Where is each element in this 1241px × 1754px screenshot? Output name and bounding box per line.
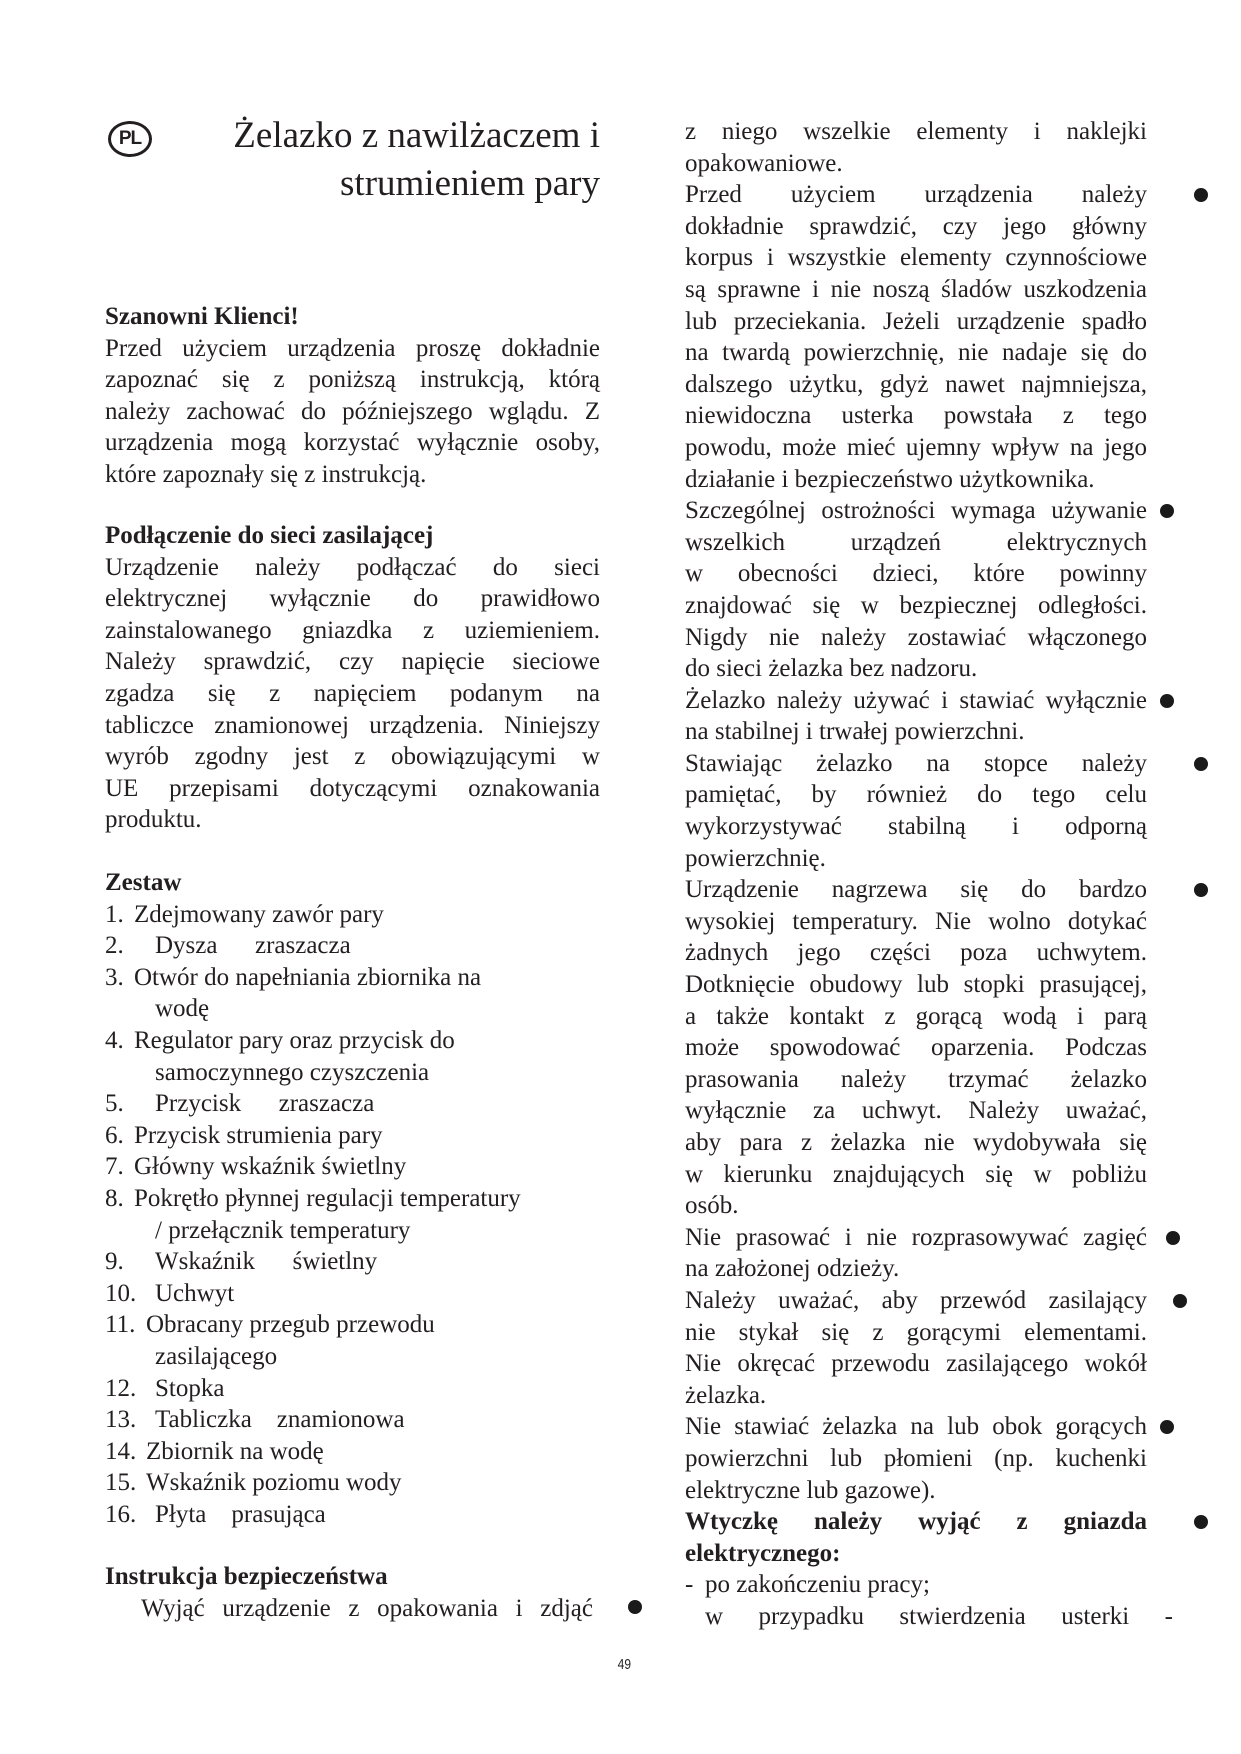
paragraph xyxy=(685,179,1147,495)
text-line: aby para z żelazka nie wydobywała się xyxy=(685,1129,1147,1156)
text-line: tabliczce znamionowej urządzenia. Niniejszy xyxy=(105,711,600,739)
kit-heading: Zestaw xyxy=(105,869,182,896)
text-line: Nie prasować i nie rozprasowywać zagięć xyxy=(685,1223,1147,1251)
list-item-label: Wskaźnik świetlny xyxy=(155,1248,378,1276)
text-line: lub przeciekania. Jeżeli urządzenie spadło xyxy=(685,307,1147,335)
text-line: pamiętać, by również do tego celu xyxy=(685,781,1147,809)
text-line: Żelazko należy używać i stawiać wyłącznie xyxy=(685,686,1147,714)
paragraph xyxy=(685,685,1147,748)
list-item-number: 13. xyxy=(105,1406,137,1434)
list-item xyxy=(105,1151,600,1183)
text-line: Należy sprawdzić, czy napięcie sieciowe xyxy=(105,648,600,676)
text-line: elektrycznej wyłącznie do prawidłowo xyxy=(105,585,600,613)
list-item xyxy=(105,930,600,962)
text-line: Nie okręcać przewodu zasilającego wokół xyxy=(685,1350,1147,1378)
text-line: w obecności dzieci, które powinny xyxy=(685,560,1147,588)
list-item-number: 4. xyxy=(105,1026,124,1054)
text-line: Szczególnej ostrożności wymaga używanie xyxy=(685,497,1147,525)
paragraph xyxy=(685,1222,1147,1285)
text-line: wszelkich urządzeń elektrycznych xyxy=(685,528,1147,556)
bullet-icon xyxy=(1173,1294,1187,1308)
connection-heading: Podłączenie do sieci zasilającej xyxy=(105,522,434,549)
bullet-icon xyxy=(628,1600,642,1614)
safety-section xyxy=(105,1561,600,1624)
text-line: zapoznać się z poniższą instrukcją, którą xyxy=(105,366,600,394)
bullet-icon xyxy=(1194,757,1208,771)
text-line: wyłącznie za uchwyt. Należy uważać, xyxy=(685,1097,1147,1125)
connection-text xyxy=(105,552,600,836)
text-line: znajdować się w bezpiecznej odległości. xyxy=(685,591,1147,619)
list-item-label: Dysza zraszacza xyxy=(155,932,351,960)
list-item-label: Stopka xyxy=(155,1374,225,1402)
text-line: produktu. xyxy=(105,806,202,834)
list-item-label: Uchwyt xyxy=(155,1279,235,1307)
list-item-number: 5. xyxy=(105,1090,124,1118)
list-item xyxy=(105,899,600,931)
bullet-icon xyxy=(1160,1420,1174,1434)
text-line: Wtyczkę należy wyjąć z gniazda xyxy=(685,1508,1147,1536)
list-item-label: Zbiornik na wodę xyxy=(146,1437,324,1465)
list-item-number: 2. xyxy=(105,932,124,960)
list-item-label: Płyta prasująca xyxy=(155,1500,326,1528)
list-item-label: Regulator pary oraz przycisk do xyxy=(134,1026,455,1054)
bullet-icon xyxy=(1160,694,1174,708)
text-line: prasowania należy trzymać żelazko xyxy=(685,1065,1147,1093)
list-item xyxy=(105,1499,600,1531)
safety-heading: Instrukcja bezpieczeństwa xyxy=(105,1563,388,1590)
safety-instructions-continued xyxy=(685,116,1173,1633)
text-line: do sieci żelazka bez nadzoru. xyxy=(685,655,978,683)
list-item xyxy=(105,993,600,1025)
text-line: na założonej odzieży. xyxy=(685,1255,900,1283)
text-line: elektryczne lub gazowe). xyxy=(685,1476,936,1504)
paragraph xyxy=(685,874,1147,1222)
text-line: nie stykał się z gorącymi elementami. xyxy=(685,1318,1147,1346)
text-line: na twardą powierzchnię, nie nadaje się do xyxy=(685,339,1147,367)
list-item xyxy=(105,1436,600,1468)
list-item-number: 6. xyxy=(105,1121,124,1149)
text-line: może spowodować oparzenia. Podczas xyxy=(685,1034,1147,1062)
text-line: które zapoznały się z instrukcją. xyxy=(105,460,427,488)
text-line: Stawiając żelazko na stopce należy xyxy=(685,749,1147,777)
text-line: powierzchni lub płomieni (np. kuchenki xyxy=(685,1444,1147,1472)
text-line: osób. xyxy=(685,1192,739,1220)
dash-item-label: w przypadku stwierdzenia usterki - xyxy=(705,1602,1173,1630)
bullet-icon xyxy=(1194,1515,1208,1529)
list-item-label: Przycisk zraszacza xyxy=(155,1090,375,1118)
text-line: powodu, może mieć ujemny wpływ na jego xyxy=(685,433,1147,461)
paragraph xyxy=(685,1411,1147,1506)
list-item-label: Zdejmowany zawór pary xyxy=(134,900,384,928)
list-item xyxy=(105,1373,600,1405)
text-line: zainstalowanego gniazdka z uziemieniem. xyxy=(105,616,600,644)
kit-section xyxy=(105,867,600,1530)
list-item-label: samoczynnego czyszczenia xyxy=(155,1058,430,1086)
list-item-number: 1. xyxy=(105,900,124,928)
list-item-label: Pokrętło płynnej regulacji temperatury xyxy=(134,1184,521,1212)
list-item-number: 16. xyxy=(105,1500,137,1528)
text-line: dokładnie sprawdzić, czy jego główny xyxy=(685,212,1147,240)
list-item xyxy=(105,1246,600,1278)
greeting-section xyxy=(105,301,600,491)
list-item-label: Otwór do napełniania zbiornika na xyxy=(134,963,482,991)
paragraph xyxy=(685,116,1147,179)
language-badge-pl: PL xyxy=(108,121,152,157)
list-item-number: 8. xyxy=(105,1184,124,1212)
list-item-label: Główny wskaźnik świetlny xyxy=(134,1153,407,1181)
list-item xyxy=(105,1341,600,1373)
greeting-heading: Szanowni Klienci! xyxy=(105,303,299,330)
text-line: wykorzystywać stabilną i odporną xyxy=(685,813,1147,841)
list-item-number: 10. xyxy=(105,1279,137,1307)
text-line: Należy uważać, aby przewód zasilający xyxy=(685,1286,1147,1314)
bullet-icon xyxy=(1160,504,1174,518)
list-item-label: Tabliczka znamionowa xyxy=(155,1406,405,1434)
kit-list xyxy=(105,899,600,1531)
text-line: żelazka. xyxy=(685,1381,767,1409)
page-number: 49 xyxy=(617,1656,632,1673)
title-line-2: strumieniem pary xyxy=(340,163,600,204)
connection-section xyxy=(105,520,600,836)
list-item-number: 12. xyxy=(105,1374,137,1402)
list-item xyxy=(105,1120,600,1152)
list-item-label: Wskaźnik poziomu wody xyxy=(146,1469,402,1497)
text-line: należy zachować do późniejszego wglądu. Z xyxy=(105,397,600,425)
text-line: powierzchnię. xyxy=(685,844,826,872)
paragraph xyxy=(685,495,1147,685)
page-title xyxy=(200,112,600,208)
list-item xyxy=(105,1278,600,1310)
text-line: Urządzenie nagrzewa się do bardzo xyxy=(685,876,1147,904)
greeting-text xyxy=(105,333,600,491)
list-item xyxy=(105,1088,600,1120)
text-line: Urządzenie należy podłączać do sieci xyxy=(105,553,600,581)
list-item-label: Przycisk strumienia pary xyxy=(134,1121,383,1149)
text-line: opakowaniowe. xyxy=(685,149,843,177)
list-item-number: 11. xyxy=(105,1311,136,1339)
list-item-label: / przełącznik temperatury xyxy=(155,1216,411,1244)
text-line: korpus i wszystkie elementy czynnościowe xyxy=(685,244,1147,272)
text-line: urządzenia mogą korzystać wyłącznie osoby, xyxy=(105,429,600,457)
text-line: Przed użyciem urządzenia proszę dokładnie xyxy=(105,334,600,362)
list-item xyxy=(105,962,600,994)
text-line: są sprawne i nie noszą śladów uszkodzenia xyxy=(685,275,1147,303)
text-line: Nie stawiać żelazka na lub obok gorących xyxy=(685,1413,1147,1441)
text-line: Przed użyciem urządzenia należy xyxy=(685,181,1147,209)
list-item xyxy=(105,1057,600,1089)
text-line: z niego wszelkie elementy i naklejki xyxy=(685,118,1147,145)
list-item xyxy=(105,1309,600,1341)
list-item-label: wodę xyxy=(155,995,210,1023)
list-item-number: 14. xyxy=(105,1437,137,1465)
list-item xyxy=(105,1025,600,1057)
dash-item-label: po zakończeniu pracy; xyxy=(705,1571,930,1599)
text-line: wysokiej temperatury. Nie wolno dotykać xyxy=(685,907,1147,935)
title-line-1: Żelazko z nawilżaczem i xyxy=(233,115,600,156)
list-item-number: 15. xyxy=(105,1469,137,1497)
bullet-icon xyxy=(1194,883,1208,897)
paragraph xyxy=(685,1285,1147,1411)
bullet-icon xyxy=(1194,188,1208,202)
text-line: elektrycznego: xyxy=(685,1539,841,1567)
text-line: niewidoczna usterka powstała z tego xyxy=(685,402,1147,430)
text-line: dalszego użytku, gdyż nawet najmniejsza, xyxy=(685,370,1147,398)
text-line: w kierunku znajdujących się w pobliżu xyxy=(685,1160,1147,1188)
text-line: Dotknięcie obudowy lub stopki prasującej, xyxy=(685,971,1147,999)
list-item xyxy=(105,1404,600,1436)
safety-text-line: Wyjąć urządzenie z opakowania i zdjąć xyxy=(141,1594,593,1622)
dash-item xyxy=(685,1569,1147,1601)
list-item xyxy=(105,1467,600,1499)
text-line: zgadza się z napięciem podanym na xyxy=(105,679,600,707)
text-line: a także kontakt z gorącą wodą i parą xyxy=(685,1002,1147,1030)
paragraph xyxy=(685,748,1147,874)
text-line: UE przepisami dotyczącymi oznakowania xyxy=(105,774,600,802)
text-line: Nigdy nie należy zostawiać włączonego xyxy=(685,623,1147,651)
text-line: żadnych jego części poza uchwytem. xyxy=(685,939,1147,967)
list-item xyxy=(105,1215,600,1247)
bullet-icon xyxy=(1166,1231,1180,1245)
paragraph xyxy=(685,1506,1147,1569)
list-item-number: 3. xyxy=(105,963,124,991)
text-line: na stabilnej i trwałej powierzchni. xyxy=(685,718,1025,746)
list-item-label: zasilającego xyxy=(155,1342,278,1370)
list-item-number: 7. xyxy=(105,1153,124,1181)
text-line: wyrób zgodny jest z obowiązującymi w xyxy=(105,743,600,771)
list-item-label: Obracany przegub przewodu xyxy=(146,1311,435,1339)
text-line: działanie i bezpieczeństwo użytkownika. xyxy=(685,465,1095,493)
list-item xyxy=(105,1183,600,1215)
list-item-number: 9. xyxy=(105,1248,124,1276)
dash-icon: - xyxy=(685,1571,694,1599)
